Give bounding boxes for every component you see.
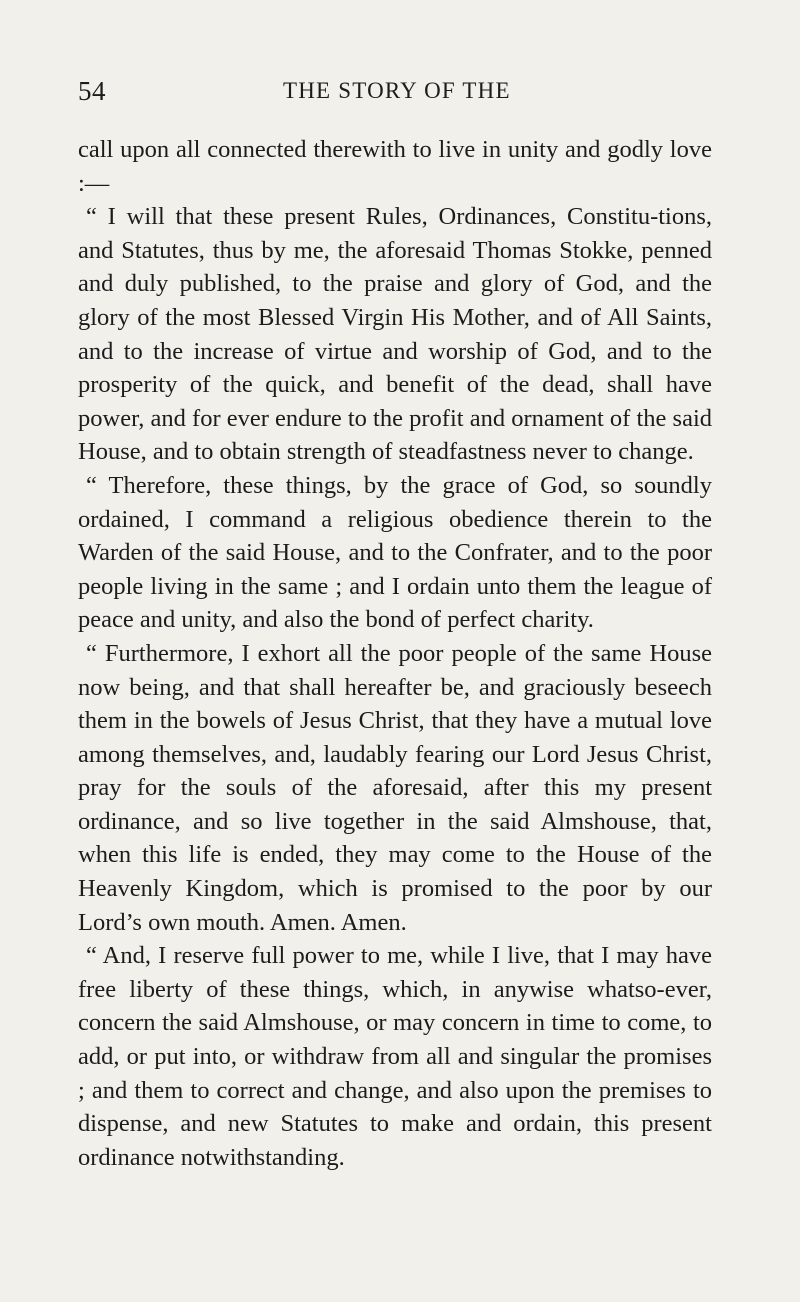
- running-title: THE STORY OF THE: [283, 78, 511, 103]
- paragraph-therefore: “ Therefore, these things, by the grace of God, so soundly ordained, I command a religious obedience therein to the Warden of the said House, and to the Confrater, and to the poor people living in the same ; and I ordain unto them the league of peace and unity, and also the bond of perfect charity.: [78, 471, 712, 634]
- page-number: 54: [78, 76, 106, 106]
- page-header: [78, 76, 710, 116]
- paragraph-rules-ordinances: “ I will that these present Rules, Ordinances, Constitu-tions, and Statutes, thus by me, the aforesaid Thomas Stokke, penned and duly published, to the praise and glory of God, and the glory of the most Blessed Virgin His Mother, and of All Saints, and to the increase of virtue and worship of God, and to the prosperity of the quick, and benefit of the dead, shall have power, and for ever endure to the profit and ornament of the said House, and to obtain strength of steadfastness never to change.: [78, 203, 712, 466]
- body-text: [78, 133, 712, 1174]
- paragraph-furthermore: “ Furthermore, I exhort all the poor people of the same House now being, and that shall hereafter be, and graciously beseech them in the bowels of Jesus Christ, that they have a mutual love among themselves, and, laudably fearing our Lord Jesus Christ, pray for the souls of the aforesaid, after this my present ordinance, and so live together in the said Almshouse, that, when this life is ended, they may come to the House of the Heavenly Kingdom, which is promised to the poor by our Lord’s own mouth. Amen. Amen.: [78, 639, 712, 936]
- paragraph-reserve-power: “ And, I reserve full power to me, while I live, that I may have free liberty of these things, which, in anywise whatso-ever, concern the said Almshouse, or may concern in time to come, to add, or put into, or withdraw from all and singular the promises ; and them to correct and change, and also upon the premises to dispense, and new Statutes to make and ordain, this present ordinance notwithstanding.: [78, 942, 712, 1171]
- paragraph-continuation: call upon all connected therewith to live in unity and godly love :—: [78, 136, 712, 197]
